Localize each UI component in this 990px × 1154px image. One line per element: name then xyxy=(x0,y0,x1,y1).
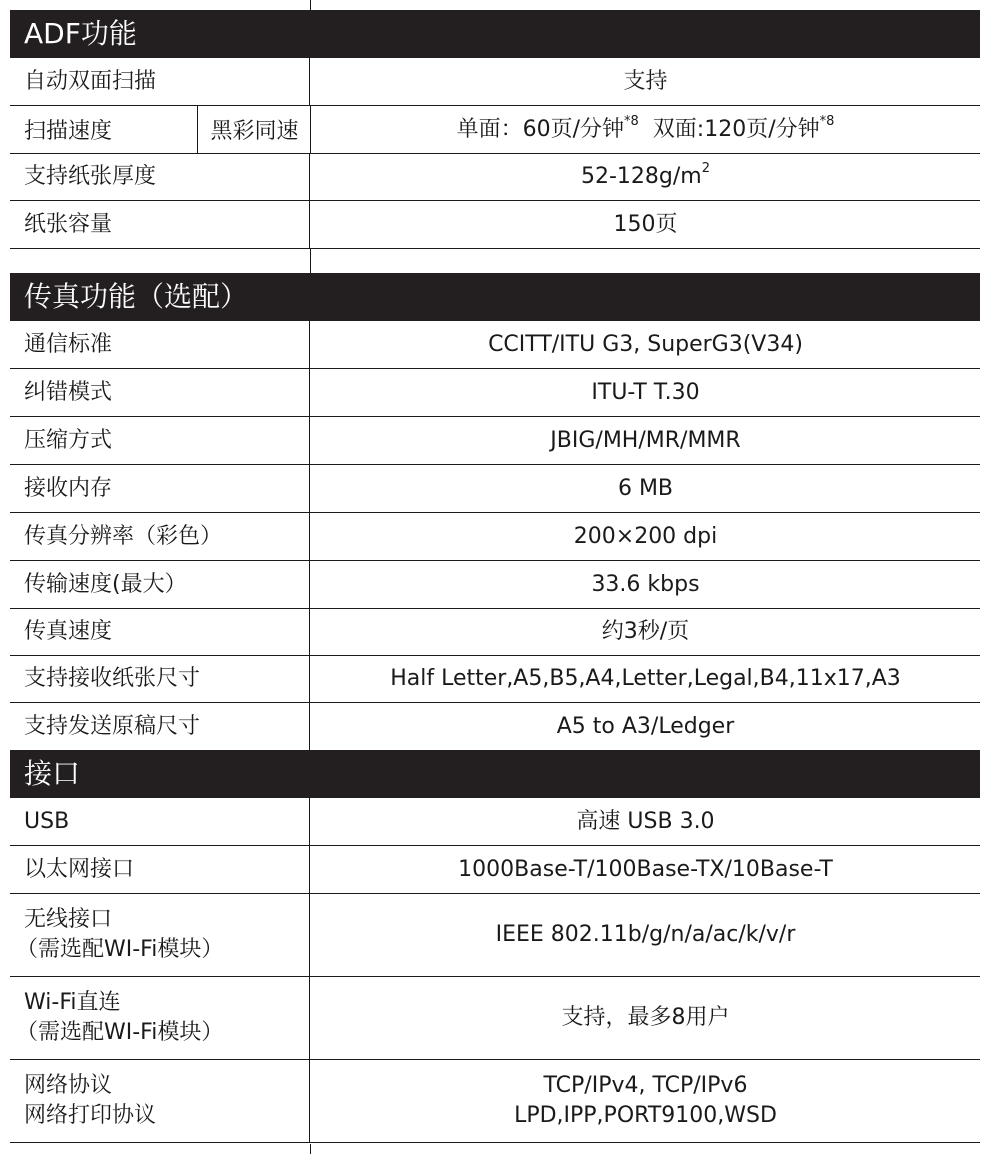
spec-value: Half Letter,A5,B5,A4,Letter,Legal,B4,11x17,A3 xyxy=(390,666,901,691)
adf-section xyxy=(10,10,980,249)
spec-value: 支持 xyxy=(623,68,668,94)
spec-value: 1000Base-T/100Base-TX/10Base-T xyxy=(458,856,833,882)
spec-row xyxy=(10,656,980,703)
spec-value: 支持，最多8用户 xyxy=(561,1005,730,1030)
spec-value: CCITT/ITU G3, SuperG3(V34) xyxy=(488,331,803,357)
spec-row-paper-weight xyxy=(10,154,980,201)
spec-value xyxy=(311,106,980,153)
spec-row xyxy=(10,513,980,561)
value-line: LPD,IPP,PORT9100,WSD xyxy=(514,1103,777,1128)
spec-row xyxy=(10,417,980,465)
spec-sublabel: 黑彩同速 xyxy=(199,106,311,153)
spec-label: 接收内存 xyxy=(10,465,310,512)
spec-row-scan-speed xyxy=(10,106,980,154)
spec-label: 纸张容量 xyxy=(10,201,310,248)
spec-row-wireless xyxy=(10,894,980,977)
spec-label xyxy=(10,1060,310,1142)
spec-label: 压缩方式 xyxy=(10,417,310,464)
spec-label: 支持纸张厚度 xyxy=(10,154,310,200)
spec-label: 传真分辨率（彩色） xyxy=(10,513,310,560)
spec-label: 通信标准 xyxy=(10,321,310,368)
column-divider-gap xyxy=(310,249,311,273)
spec-label xyxy=(10,894,310,976)
spec-row xyxy=(10,703,980,750)
label-line: 网络打印协议 xyxy=(24,1103,157,1128)
spec-row xyxy=(10,369,980,417)
spec-value: 150页 xyxy=(613,211,678,237)
interface-section xyxy=(10,750,980,1143)
spec-row-wifi-direct xyxy=(10,977,980,1060)
spec-value: 33.6 kbps xyxy=(591,571,700,597)
spec-row-duplex-scan xyxy=(10,58,980,106)
spec-row xyxy=(10,846,980,894)
adf-section-title: ADF功能 xyxy=(10,10,980,58)
spec-value: 6 MB xyxy=(617,475,674,501)
spec-row xyxy=(10,561,980,609)
spec-row xyxy=(10,321,980,369)
spec-value: 高速 USB 3.0 xyxy=(576,808,715,834)
label-line: （需选配WI-Fi模块） xyxy=(16,1020,224,1045)
spec-label xyxy=(10,977,310,1059)
spec-row-protocols xyxy=(10,1060,980,1143)
spec-label: 扫描速度 xyxy=(10,106,198,153)
label-line: Wi-Fi直连 xyxy=(24,990,121,1015)
spec-label: 支持发送原稿尺寸 xyxy=(10,703,310,750)
spec-value: A5 to A3/Ledger xyxy=(556,713,735,739)
spec-label: 纠错模式 xyxy=(10,369,310,416)
spec-label: 传真速度 xyxy=(10,609,310,655)
spec-value: 约3秒/页 xyxy=(601,619,690,644)
spec-value xyxy=(311,1060,980,1142)
paper-weight-value: 52-128g/m xyxy=(580,164,702,189)
spec-label: 传输速度(最大） xyxy=(10,561,310,608)
spec-value: 200×200 dpi xyxy=(573,523,718,549)
label-line: 网络协议 xyxy=(24,1073,113,1098)
footnote-marker: *8 xyxy=(819,113,835,129)
spec-row xyxy=(10,465,980,513)
footnote-marker: *8 xyxy=(624,113,639,129)
spec-value: JBIG/MH/MR/MMR xyxy=(550,427,741,453)
spec-value: ITU-T T.30 xyxy=(591,379,700,405)
column-divider-bottom xyxy=(310,1144,311,1154)
label-line: （需选配WI-Fi模块） xyxy=(16,937,224,962)
value-line: TCP/IPv4, TCP/IPv6 xyxy=(543,1073,748,1098)
interface-section-title: 接口 xyxy=(10,750,980,798)
spec-row xyxy=(10,798,980,846)
spec-row xyxy=(10,609,980,656)
spec-value xyxy=(311,154,980,200)
spec-label: 以太网接口 xyxy=(10,846,310,893)
spec-label: USB xyxy=(10,798,310,845)
spec-label: 自动双面扫描 xyxy=(10,58,310,105)
simplex-speed: 单面：60页/分钟 xyxy=(456,116,625,142)
spec-row-paper-capacity xyxy=(10,201,980,249)
fax-section-title: 传真功能（选配） xyxy=(10,273,980,321)
fax-section xyxy=(10,273,980,750)
column-divider-top xyxy=(310,0,311,10)
spec-value: IEEE 802.11b/g/n/a/ac/k/v/r xyxy=(495,922,796,947)
duplex-speed: 双面:120页/分钟 xyxy=(652,116,820,142)
superscript: 2 xyxy=(701,161,710,176)
label-line: 无线接口 xyxy=(24,907,113,932)
spec-label: 支持接收纸张尺寸 xyxy=(10,656,310,702)
